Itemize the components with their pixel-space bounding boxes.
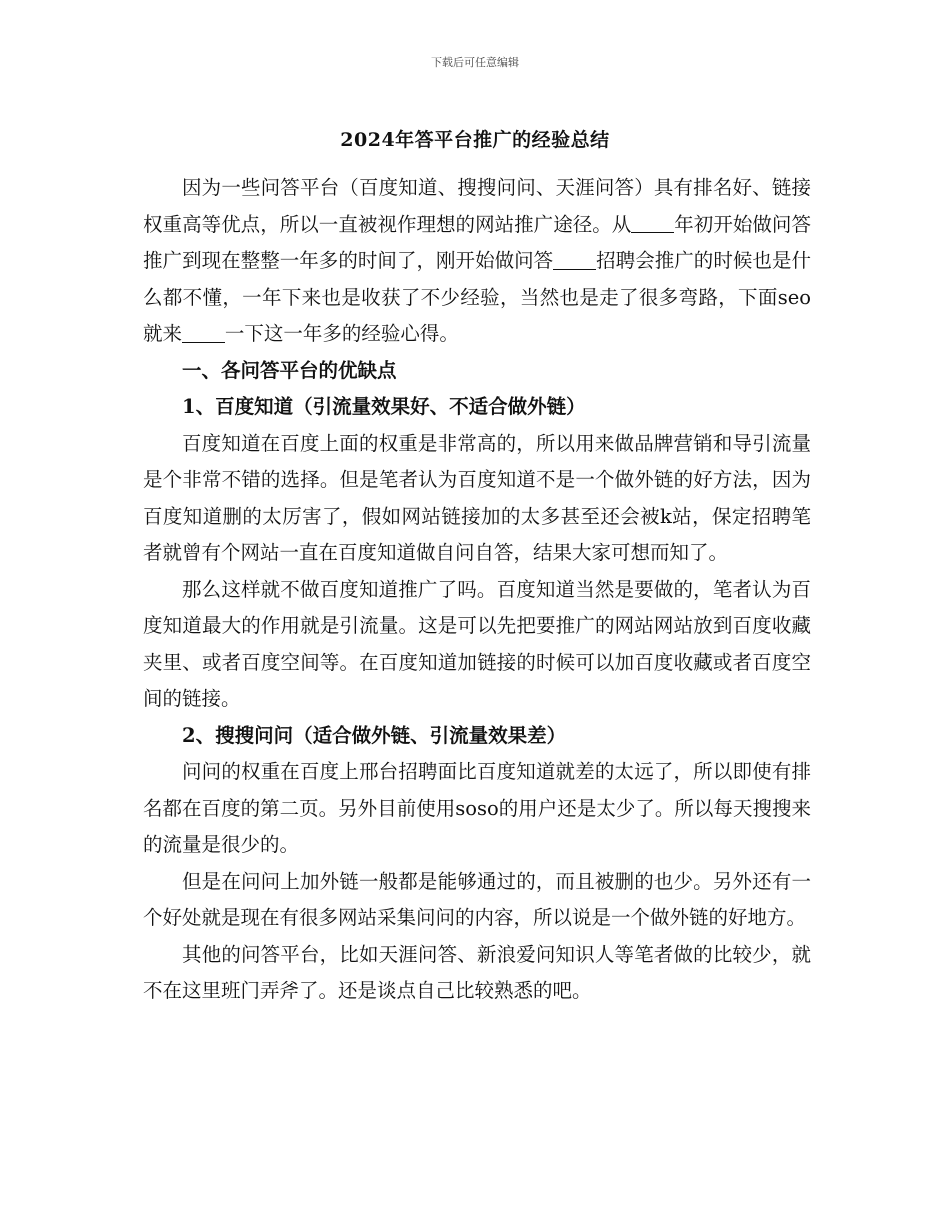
document-body xyxy=(143,170,811,1010)
paragraph-intro xyxy=(143,170,811,353)
paragraph-intro-part-2: 年初开始做问答推广到现在整整一年多的时间了，刚开始做问答 xyxy=(143,212,811,272)
subsection-heading-baidu: 1、百度知道（引流量效果好、不适合做外链） xyxy=(182,395,586,418)
paragraph-baidu-2: 那么这样就不做百度知道推广了吗。百度知道当然是要做的，笔者认为百度知道最大的作用就是引流量。这是可以先把要推广的网站网站放到百度收藏夹里、或者百度空间等。在百度知道加链接的时候可以加百度收藏或者百度空间的链接。 xyxy=(143,577,811,710)
blank-line xyxy=(182,322,225,343)
header-note: 下载后可任意编辑 xyxy=(431,56,519,69)
paragraph-other-platforms: 其他的问答平台，比如天涯问答、新浪爱问知识人等笔者做的比较少，就不在这里班门弄斧了。还是谈点自己比较熟悉的吧。 xyxy=(143,942,811,1002)
blank-line xyxy=(631,213,674,234)
blank-line xyxy=(553,249,596,270)
document-title: 2024年答平台推广的经验总结 xyxy=(340,129,610,151)
section-heading-1: 一、各问答平台的优缺点 xyxy=(182,358,397,382)
paragraph-intro-part-4: 一下这一年多的经验心得。 xyxy=(224,322,459,345)
paragraph-baidu-1: 百度知道在百度上面的权重是非常高的，所以用来做品牌营销和导引流量是个非常不错的选择。但是笔者认为百度知道不是一个做外链的好方法，因为百度知道删的太厉害了，假如网站链接加的太多甚至还会被k站，保定招聘笔者就曾有个网站一直在百度知道做自问自答，结果大家可想而知了。 xyxy=(143,431,811,564)
paragraph-soso-2: 但是在问问上加外链一般都是能够通过的，而且被删的也少。另外还有一个好处就是现在有很多网站采集问问的内容，所以说是一个做外链的好地方。 xyxy=(143,869,811,929)
subsection-heading-soso: 2、搜搜问问（适合做外链、引流量效果差） xyxy=(182,723,567,747)
paragraph-intro-part-1: 因为一些问答平台（百度知道、搜搜问问、天涯问答）具有排名好、链接权重高等优点，所以一直被视作理想的网站推广途径。从 xyxy=(143,176,811,236)
paragraph-intro-part-3: 招聘会推广的时候也是什么都不懂，一年下来也是收获了不少经验，当然也是走了很多弯路，下面seo就来 xyxy=(143,249,811,345)
paragraph-soso-1: 问问的权重在百度上邢台招聘面比百度知道就差的太远了，所以即使有排名都在百度的第二页。另外目前使用soso的用户还是太少了。所以每天搜搜来的流量是很少的。 xyxy=(143,760,811,856)
